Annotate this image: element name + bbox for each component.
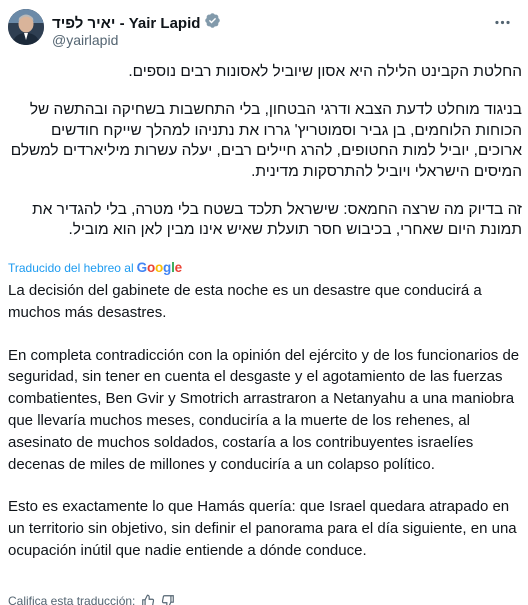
- translated-paragraph: Esto es exactamente lo que Hamás quería: que Israel quedara atrapado en un territorio sin objetivo, sin definir el panorama para el día siguiente, en una ocupación inútil que nadie entiende a dónde conduce.: [8, 498, 517, 559]
- avatar[interactable]: [8, 9, 44, 45]
- author-name-row: [52, 12, 221, 34]
- translation-attribution[interactable]: [8, 260, 182, 275]
- verified-badge-icon: [204, 12, 221, 34]
- avatar-image: [8, 9, 44, 45]
- translated-paragraph: La decisión del gabinete de esta noche es un desastre que conducirá a muchos más desastres.: [8, 282, 482, 321]
- thumbs-up-icon[interactable]: [141, 594, 155, 605]
- original-paragraph: החלטת הקבינט הלילה היא אסון שיוביל לאסונות רבים נוספים.: [128, 63, 522, 80]
- rate-translation-label: Califica esta traducción:: [8, 594, 136, 605]
- original-paragraph: זה בדיוק מה שרצה החמאס: שישראל תלכד בשטח בלי מטרה, בלי להגדיר את תמונת היום שאחרי, בכיבוש חסר תועלת שאיש אינו מבין לאן הוא מוביל.: [32, 201, 522, 239]
- author-name[interactable]: יאיר לפיד - Yair Lapid: [52, 14, 201, 32]
- rate-translation: [8, 594, 175, 605]
- more-options-icon[interactable]: [490, 10, 514, 34]
- google-logo: Google: [136, 260, 182, 275]
- author-handle[interactable]: @yairlapid: [52, 32, 119, 48]
- translated-tweet-text: [8, 280, 520, 562]
- original-paragraph: בניגוד מוחלט לדעת הצבא ודרגי הבטחון, בלי התחשבות בשחיקה ובהתשה של הכוחות הלוחמים, בן גביר וסמוטריץ' גררו את נתניהו למהלך שייקח חודשים ארוכים, יוביל למות החטופים, להרג חיילים רבים, יעלה עשרות מיליארדים למשלם המיסים הישראלי ויוביל להתרסקות מדינית.: [10, 101, 522, 180]
- tweet-header: [0, 0, 528, 56]
- translation-label: Traducido del hebreo al: [8, 260, 134, 275]
- translated-paragraph: En completa contradicción con la opinión del ejército y de los funcionarios de seguridad, sin tener en cuenta el desgaste y el agotamiento de las fuerzas combatientes, Ben Gvir y Smotrich arrastraron a Netanyahu a una maniobra que llevaría muchos meses, conduciría a la muerte de los rehenes, al asesinato de muchos soldados, costaría a los contribuyentes israelíes decenas de miles de millones y conduciría a un colapso político.: [8, 346, 520, 473]
- thumbs-down-icon[interactable]: [161, 594, 175, 605]
- original-tweet-text: [8, 62, 522, 241]
